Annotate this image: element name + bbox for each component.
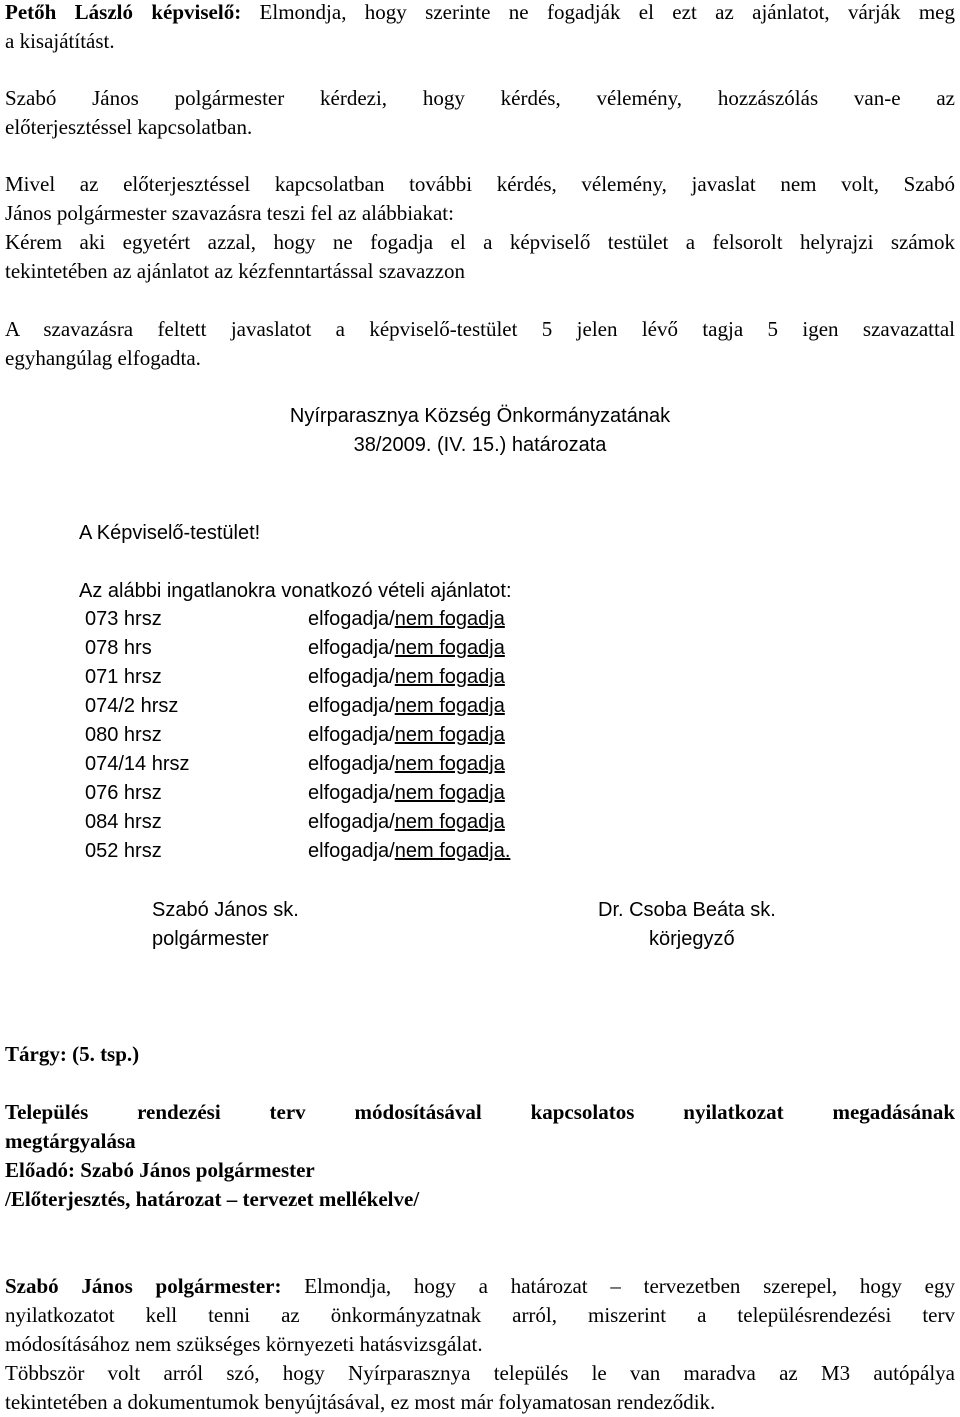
decision-accept-text: elfogadja/ <box>308 637 395 659</box>
agenda-attachment: /Előterjesztés, határozat – tervezet mellékelve/ <box>5 1187 420 1211</box>
speech-1-line-2: a kisajátítást. <box>5 29 115 53</box>
decision-reject-text: nem fogadja <box>394 637 505 659</box>
speaker-name: Petőh László képviselő: <box>5 0 242 24</box>
plot-decision <box>308 779 505 808</box>
decision-accept-text: elfogadja/ <box>308 840 395 862</box>
paragraph-2-line-1: Szabó János polgármester kérdezi, hogy kérdés, vélemény, hozzászólás van-e az <box>5 86 955 110</box>
plot-number: 073 hrsz <box>85 608 162 630</box>
plot-decision <box>308 837 510 866</box>
plot-decision <box>308 692 505 721</box>
paragraph-3-line-1: Mivel az előterjesztéssel kapcsolatban további kérdés, vélemény, javaslat nem volt, Szabó <box>5 172 955 196</box>
plot-decision <box>308 750 505 779</box>
plot-number: 076 hrsz <box>85 782 162 804</box>
closing-speech-line-3: módosításához nem szükséges környezeti hatásvizsgálat. <box>5 1332 483 1356</box>
speaker-name: Szabó János polgármester: <box>5 1274 282 1298</box>
plot-number: 074/2 hrsz <box>85 695 179 717</box>
paragraph-2-line-2: előterjesztéssel kapcsolatban. <box>5 115 253 139</box>
plot-decision <box>308 721 505 750</box>
plot-decision <box>308 808 505 837</box>
plot-number: 078 hrs <box>85 637 152 659</box>
agenda-topic-line-1: Település rendezési terv módosításával kapcsolatos nyilatkozat megadásának <box>5 1100 955 1124</box>
resolution-title-line-1: Nyírparasznya Község Önkormányzatának <box>289 405 671 427</box>
agenda-subject: Tárgy: (5. tsp.) <box>5 1042 140 1066</box>
decision-accept-text: elfogadja/ <box>308 608 395 630</box>
signature-right-title: körjegyző <box>649 928 735 950</box>
signature-left-name: Szabó János sk. <box>152 899 299 921</box>
decision-reject-text: nem fogadja <box>394 840 505 862</box>
decision-reject-text: nem fogadja <box>394 782 505 804</box>
signature-left-title: polgármester <box>152 928 269 950</box>
decision-reject-text: nem fogadja <box>394 753 505 775</box>
plot-decision <box>308 663 505 692</box>
plot-number: 071 hrsz <box>85 666 162 688</box>
agenda-topic-line-2: megtárgyalása <box>5 1129 136 1153</box>
plot-decision <box>308 605 505 634</box>
decision-reject-text: nem fogadja <box>394 666 505 688</box>
agenda-presenter: Előadó: Szabó János polgármester <box>5 1158 315 1182</box>
plot-number: 074/14 hrsz <box>85 753 190 775</box>
paragraph-4-line-2: egyhangúlag elfogadta. <box>5 346 201 370</box>
decision-accept-text: elfogadja/ <box>308 695 395 717</box>
decision-accept-text: elfogadja/ <box>308 724 395 746</box>
paragraph-3-line-3: Kérem aki egyetért azzal, hogy ne fogadja el a képviselő testület a felsorolt helyrajzi számok <box>5 230 955 254</box>
closing-paragraph-line-2: tekintetében a dokumentumok benyújtásával, ez most már folyamatosan rendeződik. <box>5 1390 716 1414</box>
decision-reject-text: nem fogadja <box>394 695 505 717</box>
closing-speech-line-2: nyilatkozatot kell tenni az önkormányzatnak arról, miszerint a településrendezési terv <box>5 1303 955 1327</box>
closing-paragraph-line-1: Többször volt arról szó, hogy Nyírparasznya település le van maradva az M3 autópálya <box>5 1361 955 1385</box>
decision-accept-text: elfogadja/ <box>308 666 395 688</box>
resolution-title-line-2: 38/2009. (IV. 15.) határozata <box>353 434 607 456</box>
resolution-addressee: A Képviselő-testület! <box>79 522 261 544</box>
resolution-intro: Az alábbi ingatlanokra vonatkozó vételi ajánlatot: <box>79 580 512 602</box>
paragraph-4-line-1: A szavazásra feltett javaslatot a képviselő-testület 5 jelen lévő tagja 5 igen szavazattal <box>5 317 955 341</box>
plot-number: 080 hrsz <box>85 724 162 746</box>
plot-decision <box>308 634 505 663</box>
paragraph-3-line-4: tekintetében az ajánlatot az kézfenntartással szavazzon <box>5 259 465 283</box>
decision-reject-text: nem fogadja <box>394 811 505 833</box>
decision-reject-text: nem fogadja <box>394 724 505 746</box>
decision-reject-text: nem fogadja <box>394 608 505 630</box>
closing-speech-line-1: Szabó János polgármester: Elmondja, hogy a határozat – tervezetben szerepel, hogy egy <box>5 1274 955 1298</box>
decision-suffix: . <box>504 840 511 862</box>
plot-number: 084 hrsz <box>85 811 162 833</box>
decision-accept-text: elfogadja/ <box>308 782 395 804</box>
signature-right-name: Dr. Csoba Beáta sk. <box>598 899 776 921</box>
decision-accept-text: elfogadja/ <box>308 811 395 833</box>
decision-accept-text: elfogadja/ <box>308 753 395 775</box>
paragraph-3-line-2: János polgármester szavazásra teszi fel az alábbiakat: <box>5 201 454 225</box>
speech-1-line-1: Petőh László képviselő: Elmondja, hogy szerinte ne fogadják el ezt az ajánlatot, várják meg <box>5 0 956 24</box>
plot-number: 052 hrsz <box>85 840 162 862</box>
